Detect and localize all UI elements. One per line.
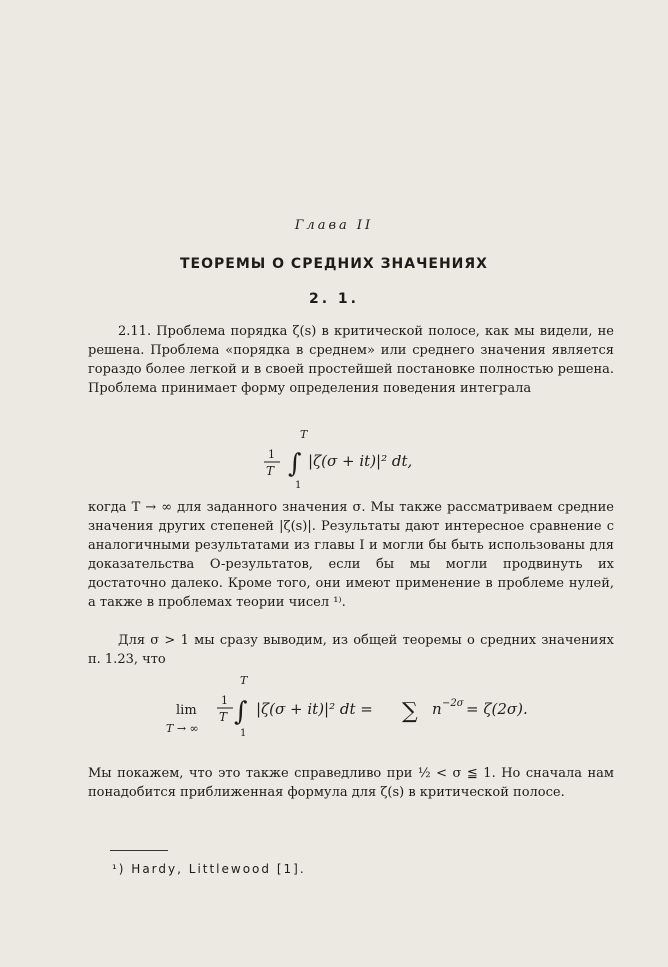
paragraph-mean-value: Для σ > 1 мы сразу выводим, из общей теоремы о средних значениях п. 1.23, что (88, 633, 614, 667)
eq2-integral-sign: ∫ (234, 697, 248, 727)
eq2-integrand: |ζ(σ + it)|² dt = (256, 700, 373, 718)
chapter-title: ТЕОРЕМЫ О СРЕДНИХ ЗНАЧЕНИЯХ (180, 256, 488, 272)
eq1-frac-den: T (266, 464, 275, 478)
eq2-lower-limit: 1 (240, 728, 247, 739)
limit-equation (0, 670, 668, 740)
eq2-lim-sub: T → ∞ (166, 722, 199, 735)
footnote: ¹) Hardy, Littlewood [1]. (112, 862, 306, 876)
eq2-sum-term: n (432, 700, 442, 718)
eq1-upper-limit: T (300, 428, 308, 441)
integral-equation (0, 422, 668, 492)
section-number: 2. 1. (309, 291, 359, 307)
eq2-result: = ζ(2σ). (466, 700, 528, 718)
eq2-sum-sign: ∑ (402, 699, 418, 724)
eq1-lower-limit: 1 (295, 480, 302, 491)
eq1-integral-sign: ∫ (288, 449, 302, 479)
eq2-lim: lim (176, 703, 197, 718)
eq1-frac-num: 1 (268, 448, 275, 461)
footnote-divider (110, 850, 168, 851)
paragraph-closing: Мы покажем, что это также справедливо при ½ < σ ≦ 1. Но сначала нам понадобится приближенная формула для ζ(s) в критической полосе. (88, 766, 614, 800)
chapter-label: Глава II (294, 218, 374, 233)
paragraph-intro: 2.11. Проблема порядка ζ(s) в критической полосе, как мы видели, не решена. Проблема «порядка в среднем» или среднего значения является гораздо более легкой и в своей простейшей постановке полностью решена. Проблема принимает форму определения поведения интеграла (88, 324, 614, 396)
eq2-frac-num: 1 (221, 694, 228, 707)
paragraph-main: когда T → ∞ для заданного значения σ. Мы также рассматриваем средние значения других степеней |ζ(s)|. Результаты дают интересное сравнение с аналогичными результатами из главы I и могли бы быть использованы для доказательства O-результатов, если бы мы могли продвинуть их достаточно далеко. Кроме того, они имеют применение в проблеме нулей, а также в проблемах теории чисел ¹⁾. (88, 500, 614, 610)
eq2-sum-exp: −2σ (442, 698, 464, 709)
eq2-upper-limit: T (240, 674, 248, 687)
eq1-integrand: |ζ(σ + it)|² dt, (308, 452, 413, 470)
eq2-frac-den: T (219, 710, 228, 724)
